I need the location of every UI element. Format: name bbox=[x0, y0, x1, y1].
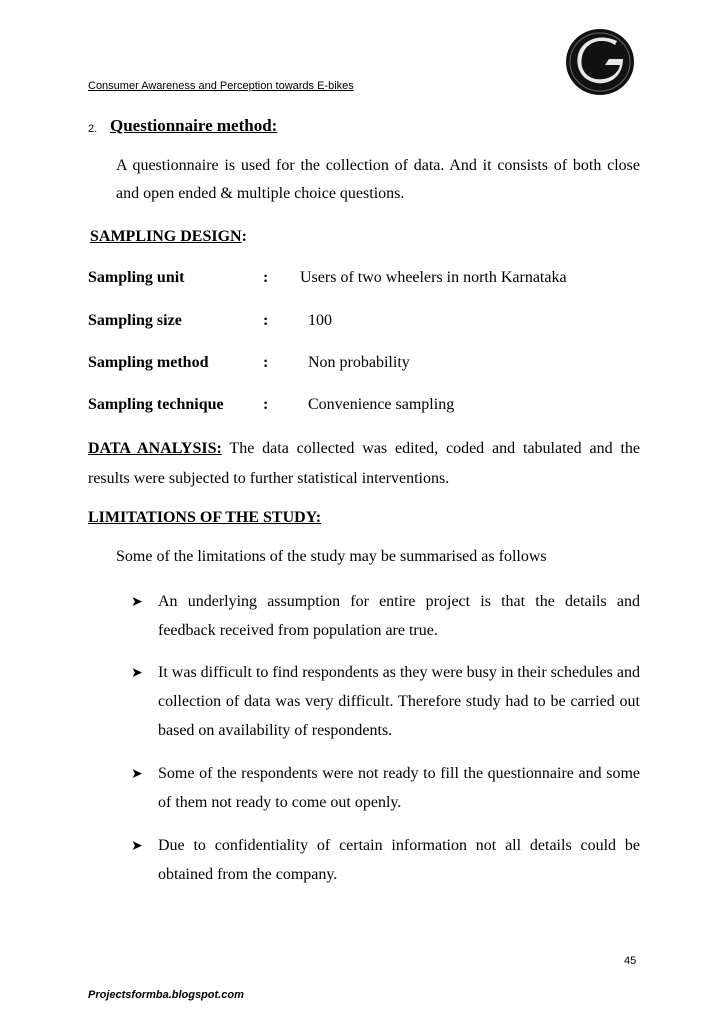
page-number: 45 bbox=[624, 955, 637, 967]
sampling-colon: : bbox=[263, 354, 269, 371]
sampling-value: Users of two wheelers in north Karnataka bbox=[300, 269, 567, 286]
limitation-item: It was difficult to find respondents as they were busy in their schedules and collection of data was very difficult. Therefore study had to be carried out based on availability of respondents. bbox=[158, 664, 640, 739]
limitations-heading: LIMITATIONS OF THE STUDY: bbox=[88, 509, 322, 526]
data-analysis-text: The data collected was edited, coded and tabulated and the results were subjected to further statistical interventions. bbox=[88, 440, 641, 487]
sampling-label: Sampling unit bbox=[88, 269, 185, 286]
sampling-value: 100 bbox=[308, 312, 332, 329]
arrow-bullet-icon: ➤ bbox=[131, 767, 143, 782]
section-paragraph: A questionnaire is used for the collection of data. And it consists of both close and open ended & multiple choice questions. bbox=[116, 157, 640, 202]
arrow-bullet-icon: ➤ bbox=[131, 595, 143, 610]
section-number: 2. bbox=[88, 123, 98, 135]
arrow-bullet-icon: ➤ bbox=[131, 839, 143, 854]
footer-site: Projectsformba.blogspot.com bbox=[88, 989, 244, 1001]
data-analysis-heading: DATA ANALYSIS: bbox=[88, 440, 222, 457]
sampling-label: Sampling size bbox=[88, 312, 182, 329]
sampling-value: Non probability bbox=[308, 354, 410, 371]
data-analysis-paragraph bbox=[88, 434, 640, 494]
sampling-colon: : bbox=[263, 396, 269, 413]
running-header: Consumer Awareness and Perception towards E-bikes bbox=[88, 80, 354, 92]
limitation-item: Some of the respondents were not ready to fill the questionnaire and some of them not ready to come out openly. bbox=[158, 765, 640, 811]
sampling-value: Convenience sampling bbox=[308, 396, 455, 413]
section-title: Questionnaire method: bbox=[110, 116, 278, 135]
arrow-bullet-icon: ➤ bbox=[131, 666, 143, 681]
sampling-row-unit bbox=[88, 269, 648, 293]
sampling-row-size bbox=[88, 312, 648, 336]
limitation-item: An underlying assumption for entire project is that the details and feedback received from population are true. bbox=[158, 593, 640, 639]
sampling-heading-suffix: : bbox=[241, 228, 247, 245]
sampling-row-technique bbox=[88, 396, 648, 420]
sampling-colon: : bbox=[263, 312, 269, 329]
sampling-label: Sampling method bbox=[88, 354, 209, 371]
sampling-colon: : bbox=[263, 269, 269, 286]
sampling-row-method bbox=[88, 354, 648, 378]
sampling-heading-text: SAMPLING DESIGN bbox=[90, 228, 242, 245]
limitation-item: Due to confidentiality of certain information not all details could be obtained from the company. bbox=[158, 837, 640, 883]
limitations-intro: Some of the limitations of the study may be summarised as follows bbox=[116, 548, 547, 565]
swirl-logo-icon bbox=[565, 27, 635, 97]
sampling-design-heading bbox=[90, 228, 247, 246]
sampling-label: Sampling technique bbox=[88, 396, 224, 413]
